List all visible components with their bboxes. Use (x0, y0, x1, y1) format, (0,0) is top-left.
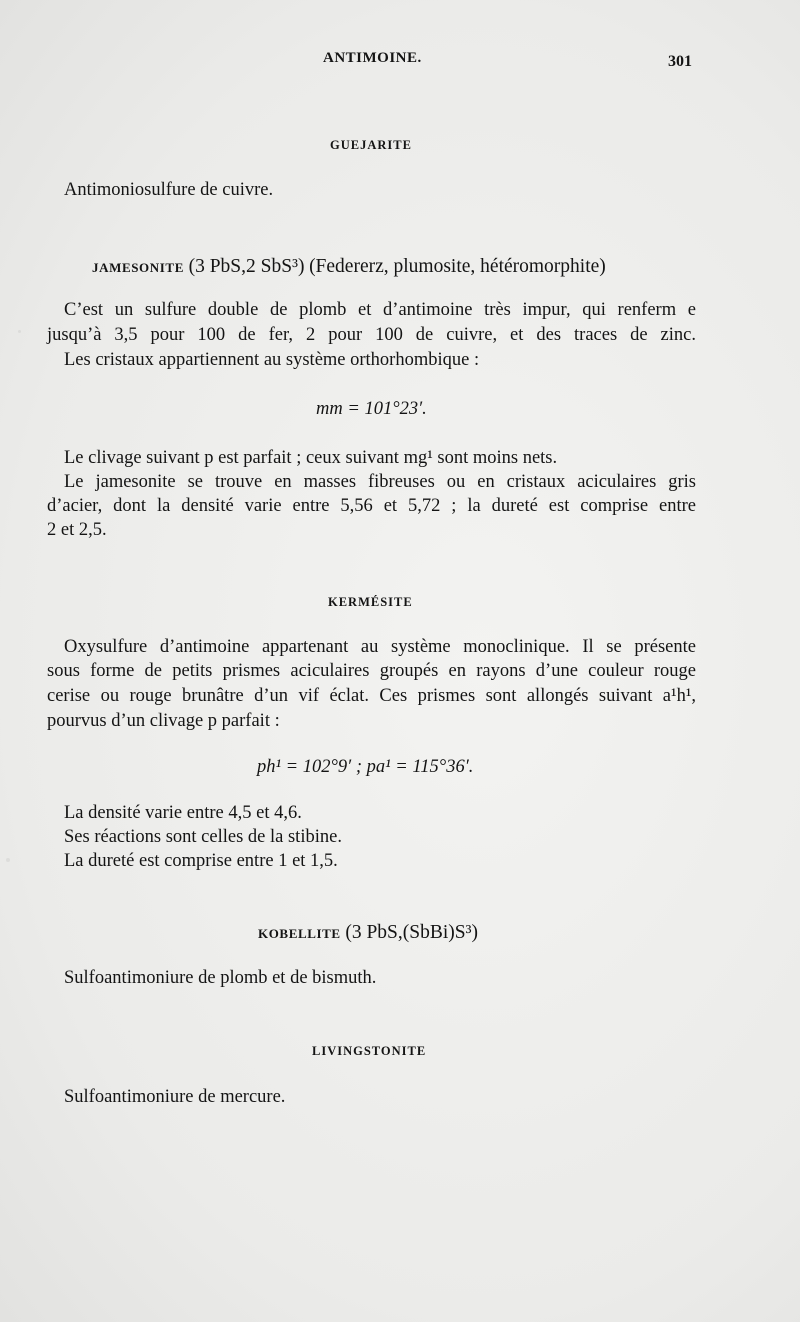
text-line: jusqu’à 3,5 pour 100 de fer, 2 pour 100 de cuivre, et des traces de zinc. (47, 325, 696, 345)
kermesite-angle-equation: ph¹ = 102°9′ ; pa¹ = 115°36′. (257, 757, 474, 777)
speck (6, 858, 10, 862)
text-line: Les cristaux appartiennent au système orthorhombique : (64, 350, 480, 370)
text-line: La densité varie entre 4,5 et 4,6. (64, 803, 302, 823)
section-heading-livingstonite: LIVINGSTONITE (312, 1044, 427, 1058)
text-line: Le jamesonite se trouve en masses fibreuses ou en cristaux aciculaires gris (64, 472, 696, 492)
text-line: sous forme de petits prismes aciculaires groupés en rayons d’une couleur rouge (47, 661, 696, 681)
page-number: 301 (668, 53, 692, 70)
jamesonite-formula: (3 PbS,2 SbS³) (188, 256, 305, 277)
text-line: d’acier, dont la densité varie entre 5,56 et 5,72 ; la dureté est comprise entre (47, 496, 696, 516)
text-line: Oxysulfure d’antimoine appartenant au système monoclinique. Il se présente (64, 637, 696, 657)
section-heading-kermesite: KERMÉSITE (328, 595, 413, 609)
text-line: cerise ou rouge brunâtre d’un vif éclat. Ces prismes sont allongés suivant a¹h¹, (47, 686, 696, 706)
kobellite-name: KOBELLITE (258, 926, 341, 941)
jamesonite-title-line (92, 256, 606, 278)
text-line: 2 et 2,5. (47, 520, 107, 540)
running-title: ANTIMOINE. (323, 50, 422, 66)
jamesonite-synonyms: (Federerz, plumosite, hétéromorphite) (309, 256, 606, 277)
guejarite-description: Antimoniosulfure de cuivre. (64, 180, 274, 200)
jamesonite-angle-equation: mm = 101°23′. (316, 399, 427, 419)
text-line: La dureté est comprise entre 1 et 1,5. (64, 851, 338, 871)
section-heading-guejarite: GUEJARITE (330, 138, 412, 152)
kobellite-description: Sulfoantimoniure de plomb et de bismuth. (64, 968, 377, 988)
text-line: Le clivage suivant p est parfait ; ceux suivant mg¹ sont moins nets. (64, 448, 558, 468)
jamesonite-name: JAMESONITE (92, 260, 184, 275)
livingstonite-description: Sulfoantimoniure de mercure. (64, 1087, 286, 1107)
speck (18, 330, 21, 333)
kobellite-title-line (258, 922, 478, 944)
text-line: pourvus d’un clivage p parfait : (47, 711, 280, 731)
text-line: C’est un sulfure double de plomb et d’antimoine très impur, qui renferm e (64, 300, 696, 320)
kobellite-formula: (3 PbS,(SbBi)S³) (345, 922, 478, 943)
text-line: Ses réactions sont celles de la stibine. (64, 827, 342, 847)
